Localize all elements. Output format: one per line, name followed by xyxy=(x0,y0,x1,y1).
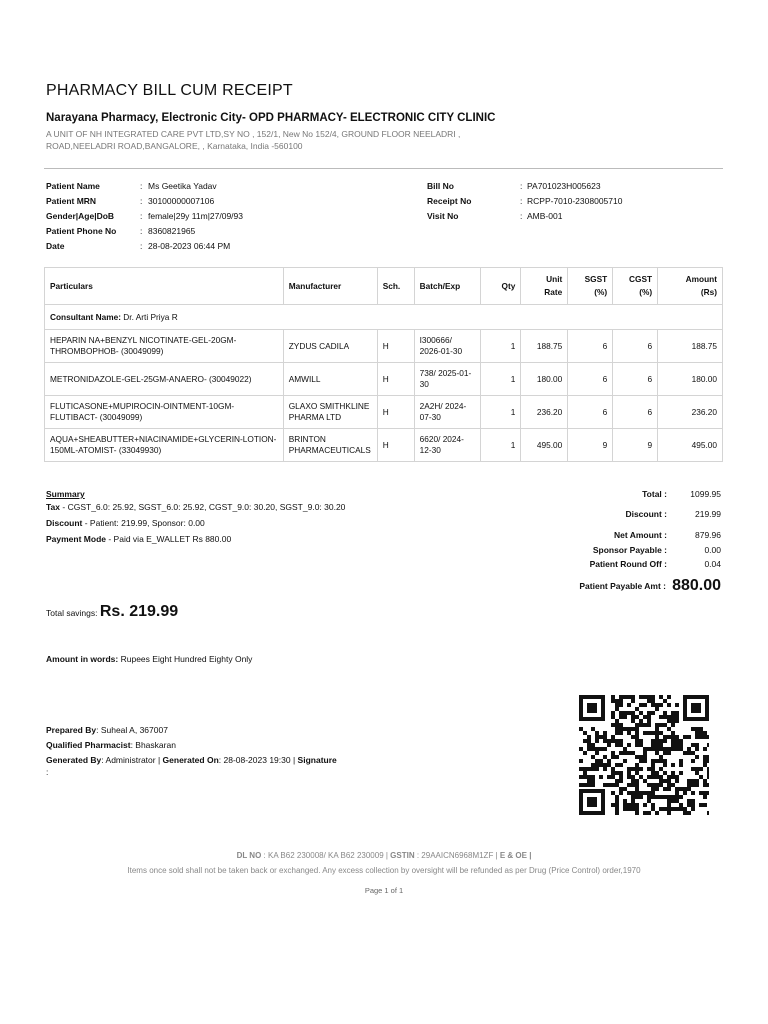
signature-label: Signature xyxy=(297,755,337,765)
item-qty: 1 xyxy=(480,396,521,429)
patient-mrn-label: Patient MRN xyxy=(46,196,97,206)
gender-age-dob: female|29y 11m|27/09/93 xyxy=(148,211,243,221)
consultant-name: Dr. Arti Priya R xyxy=(121,311,178,322)
bill-info: Bill No : PA701023H005623 Receipt No : RCPP-7010-2308005710 Visit No : AMB-001 xyxy=(427,179,622,224)
bill-date: 28-08-2023 06:44 PM xyxy=(148,241,231,251)
col-amount: Amount (Rs) xyxy=(658,268,723,305)
item-batch: 738/ 2025-01-30 xyxy=(414,363,480,396)
qualified-pharmacist: Qualified Pharmacist: Bhaskaran xyxy=(46,740,176,750)
bill-no-label: Bill No xyxy=(427,181,454,191)
item-rate: 495.00 xyxy=(521,429,568,462)
item-sch: H xyxy=(377,330,414,363)
item-sgst: 6 xyxy=(568,396,613,429)
item-particulars: HEPARIN NA+BENZYL NICOTINATE-GEL-20GM-THROMBOPHOB- (30049099) xyxy=(45,330,284,363)
patient-info: Patient Name : Ms Geetika Yadav Patient MRN : 30100000007106 Gender|Age|DoB : female|29y 11m|27/09/93 Patient Phone No : 8360821965 Date : 28-08-2023 06:44 PM xyxy=(46,179,243,254)
sponsor-payable-row xyxy=(540,545,723,559)
item-rate: 188.75 xyxy=(521,330,568,363)
item-sch: H xyxy=(377,396,414,429)
item-amount: 495.00 xyxy=(658,429,723,462)
col-sgst: SGST (%) xyxy=(568,268,613,305)
item-sgst: 6 xyxy=(568,330,613,363)
summary-title: Summary xyxy=(46,489,85,499)
item-manufacturer: ZYDUS CADILA xyxy=(283,330,377,363)
sponsor-payable-value: 0.00 xyxy=(704,545,721,555)
item-amount: 180.00 xyxy=(658,363,723,396)
item-manufacturer: BRINTON PHARMACEUTICALS xyxy=(283,429,377,462)
total-row xyxy=(540,489,723,503)
item-particulars: AQUA+SHEABUTTER+NIACINAMIDE+GLYCERIN-LOTION-150ML-ATOMIST- (33049930) xyxy=(45,429,284,462)
bill-no: PA701023H005623 xyxy=(527,181,601,191)
pharmacy-address: A UNIT OF NH INTEGRATED CARE PVT LTD,SY NO , 152/1, New No 152/4, GROUND FLOOR NEELADRI , ROAD,NEELADRI ROAD,BANGALORE, , Karnataka, India -560100 xyxy=(46,129,461,151)
license-info: DL NO : KA B62 230008/ KA B62 230009 | GSTIN : 29AAICN6968M1ZF | E & OE | xyxy=(236,851,532,860)
table-row xyxy=(45,330,723,363)
round-off-label: Patient Round Off : xyxy=(589,559,667,569)
words-value: Rupees Eight Hundred Eighty Only xyxy=(118,654,253,664)
col-unit-rate: Unit Rate xyxy=(521,268,568,305)
item-rate: 180.00 xyxy=(521,363,568,396)
pharmacy-name: Narayana Pharmacy, Electronic City- OPD PHARMACY- ELECTRONIC CITY CLINIC xyxy=(46,112,496,124)
discount-row xyxy=(540,509,723,523)
item-amount: 188.75 xyxy=(658,330,723,363)
receipt-no-label: Receipt No xyxy=(427,196,472,206)
items-table xyxy=(44,267,723,462)
savings-label: Total savings: xyxy=(46,608,98,618)
patient-phone: 8360821965 xyxy=(148,226,196,236)
table-row xyxy=(45,363,723,396)
patient-payable-value: 880.00 xyxy=(672,577,721,594)
date-label: Date xyxy=(46,241,65,251)
payment-mode: Payment Mode - Paid via E_WALLET Rs 880.00 xyxy=(46,534,232,544)
savings-value: Rs. 219.99 xyxy=(99,603,179,620)
consultant-row xyxy=(45,305,723,330)
words-label: Amount in words: xyxy=(46,654,119,664)
table-row xyxy=(45,429,723,462)
tax-summary: Tax - CGST_6.0: 25.92, SGST_6.0: 25.92, CGST_9.0: 30.20, SGST_9.0: 30.20 xyxy=(46,502,346,512)
generated-info: Generated By: Administrator | Generated On: 28-08-2023 19:30 | Signature xyxy=(46,755,337,765)
item-batch: 2A2H/ 2024-07-30 xyxy=(414,396,480,429)
signature-colon: : xyxy=(46,767,49,777)
visit-no-label: Visit No xyxy=(427,211,459,221)
item-sch: H xyxy=(377,363,414,396)
item-qty: 1 xyxy=(480,330,521,363)
item-manufacturer: GLAXO SMITHKLINE PHARMA LTD xyxy=(283,396,377,429)
round-off-value: 0.04 xyxy=(704,559,721,569)
patient-payable-label: Patient Payable Amt : xyxy=(579,581,666,591)
item-cgst: 6 xyxy=(613,330,658,363)
table-header-row xyxy=(45,268,723,305)
item-cgst: 6 xyxy=(613,396,658,429)
col-cgst: CGST (%) xyxy=(613,268,658,305)
net-amount-label: Net Amount : xyxy=(613,530,667,540)
patient-name: Ms Geetika Yadav xyxy=(148,181,217,191)
item-manufacturer: AMWILL xyxy=(283,363,377,396)
disclaimer: Items once sold shall not be taken back or exchanged. Any excess collection by oversight will be refunded as per Drug (Price Control) order,1970 xyxy=(127,866,641,875)
item-sgst: 6 xyxy=(568,363,613,396)
item-cgst: 6 xyxy=(613,363,658,396)
discount-label: Discount : xyxy=(625,509,667,519)
document-title: PHARMACY BILL CUM RECEIPT xyxy=(46,82,293,99)
amount-in-words xyxy=(46,654,252,664)
col-batch: Batch/Exp xyxy=(414,268,480,305)
item-sgst: 9 xyxy=(568,429,613,462)
item-cgst: 9 xyxy=(613,429,658,462)
total-savings xyxy=(46,603,178,621)
visit-no: AMB-001 xyxy=(527,211,563,221)
sponsor-payable-label: Sponsor Payable : xyxy=(592,545,667,555)
item-amount: 236.20 xyxy=(658,396,723,429)
patient-phone-label: Patient Phone No xyxy=(46,226,117,236)
net-amount-value: 879.96 xyxy=(695,530,721,540)
item-qty: 1 xyxy=(480,429,521,462)
discount-value: 219.99 xyxy=(695,509,721,519)
item-particulars: METRONIDAZOLE-GEL-25GM-ANAERO- (30049022) xyxy=(45,363,284,396)
gender-age-dob-label: Gender|Age|DoB xyxy=(46,211,115,221)
patient-name-label: Patient Name xyxy=(46,181,100,191)
qr-code xyxy=(579,695,709,815)
prepared-by: Prepared By: Suheal A, 367007 xyxy=(46,725,168,735)
item-qty: 1 xyxy=(480,363,521,396)
item-sch: H xyxy=(377,429,414,462)
item-rate: 236.20 xyxy=(521,396,568,429)
col-sch: Sch. xyxy=(377,268,414,305)
consultant-label: Consultant Name: xyxy=(50,311,121,322)
receipt-no: RCPP-7010-2308005710 xyxy=(527,196,623,206)
item-batch: 6620/ 2024-12-30 xyxy=(414,429,480,462)
col-qty: Qty xyxy=(480,268,521,305)
round-off-row xyxy=(540,559,723,573)
table-row xyxy=(45,396,723,429)
item-particulars: FLUTICASONE+MUPIROCIN-OINTMENT-10GM-FLUTIBACT- (30049099) xyxy=(45,396,284,429)
discount-summary: Discount - Patient: 219.99, Sponsor: 0.00 xyxy=(46,518,205,528)
prepared-section xyxy=(46,723,446,776)
item-batch: I300666/ 2026-01-30 xyxy=(414,330,480,363)
total-value: 1099.95 xyxy=(690,489,721,499)
patient-mrn: 30100000007106 xyxy=(148,196,215,206)
total-label: Total : xyxy=(642,489,667,499)
col-particulars: Particulars xyxy=(45,268,284,305)
header-divider xyxy=(44,168,723,169)
summary-section xyxy=(46,489,346,545)
page-number: Page 1 of 1 xyxy=(364,886,404,895)
patient-payable-row xyxy=(540,578,723,598)
net-amount-row xyxy=(540,530,723,544)
col-manufacturer: Manufacturer xyxy=(283,268,377,305)
